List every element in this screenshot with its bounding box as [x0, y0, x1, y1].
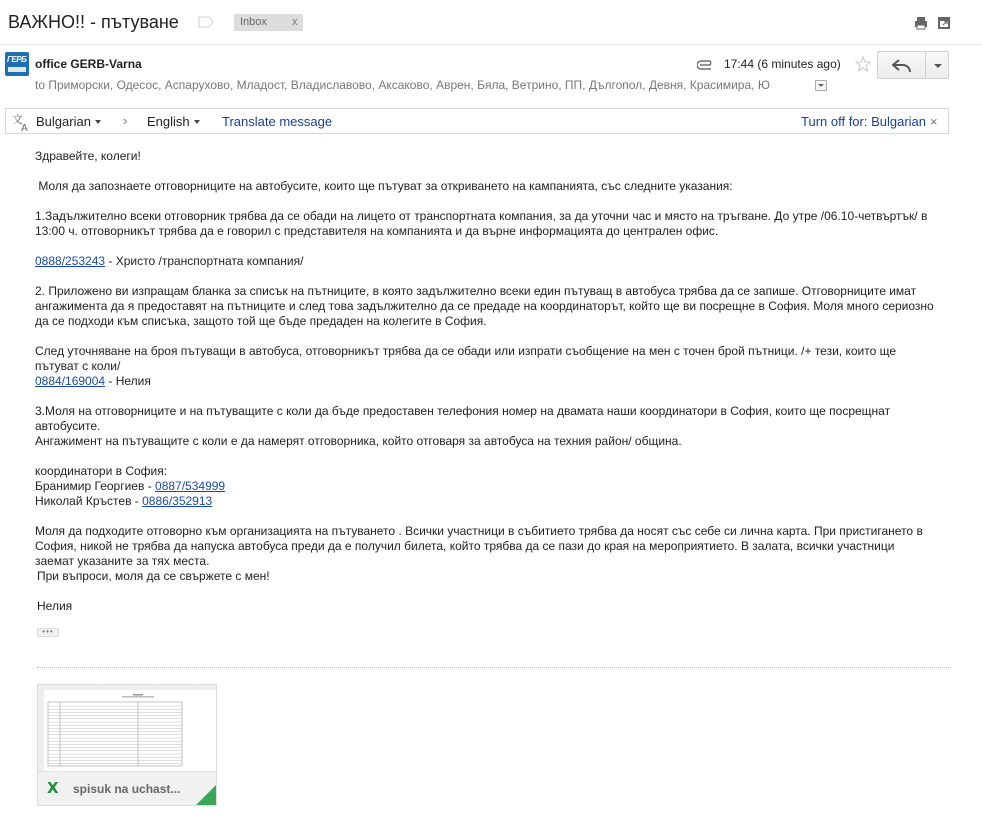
important-marker-icon[interactable]: [198, 16, 214, 28]
coordinator-2: [35, 494, 935, 509]
coordinators-title: координатори в София:: [35, 464, 168, 478]
paragraph-4b: Ангажимент на пътуващите с коли е да намерят отговорника, който отговаря за автобуса на техния район/ община.: [35, 434, 682, 448]
svg-text:文: 文: [12, 113, 23, 126]
svg-text:A: A: [21, 123, 28, 132]
paragraph-3: След уточняване на броя пътуващи в автобуса, отговорникът трябва да се обади или изпрати съобщение на мен с точен брой пътници. /+ тези, които ще пътуват с коли/: [35, 344, 897, 373]
recipient-list: to Приморски, Одесос, Аспарухово, Младост, Владиславово, Аксаково, Аврен, Бяла, Ветрино, ПП, Дългопол, Девня, Красимира, Ю: [35, 78, 770, 92]
coordinator-1-phone-link[interactable]: 0887/534999: [155, 479, 226, 493]
spreadsheet-thumbnail: [38, 685, 216, 771]
phone-link-1[interactable]: 0888/253243: [35, 254, 106, 268]
attachment-filename[interactable]: spisuk na uchast...: [73, 782, 181, 796]
paragraph-6: При въпроси, моля да се свържете с мен!: [37, 569, 270, 583]
sender-avatar[interactable]: [5, 52, 29, 76]
reply-button[interactable]: [877, 51, 925, 79]
reply-icon: [892, 59, 912, 73]
greeting: Здравейте, колеги!: [35, 149, 141, 163]
print-icon[interactable]: [914, 16, 928, 30]
show-details-dropdown-icon[interactable]: [815, 80, 827, 91]
email-timestamp: 17:44 (6 minutes ago): [724, 57, 841, 71]
translate-bar: [5, 108, 949, 134]
target-language-select[interactable]: [147, 114, 200, 129]
excel-file-icon: X: [47, 779, 59, 797]
email-subject: ВАЖНО!! - пътуване: [8, 12, 179, 32]
attachment-divider: [37, 667, 951, 668]
avatar-logo-bar: [8, 67, 26, 72]
subject-row: [8, 10, 968, 36]
attachment-clip-icon: [697, 60, 715, 70]
paragraph-5: Моля да подходите отговорно към организацията на пътуването . Всички участници в събитието трябва да носят със себе си лична карта. При пристигането в София, никой не трябва да напуска автобуса преди да е получил билета, който трябва да се пази до края на мероприятието. В залата, всички участници заемат указаните за тях места.: [35, 524, 923, 568]
target-language-caret-icon: [194, 120, 200, 124]
attachment-footer: [38, 771, 216, 805]
star-icon[interactable]: [855, 56, 871, 72]
coordinator-1-name: Бранимир Георгиев -: [35, 479, 156, 493]
phone-line-1: [35, 254, 935, 269]
signature: Нелия: [37, 599, 73, 613]
header-divider: [0, 44, 982, 45]
translate-icon: [11, 112, 31, 132]
source-language-select[interactable]: [36, 114, 101, 129]
source-language-caret-icon: [95, 120, 101, 124]
inbox-label[interactable]: [234, 14, 303, 31]
attachment-card[interactable]: [37, 684, 217, 806]
download-corner-icon[interactable]: [196, 785, 216, 805]
phone-2-contact: - Нелия: [105, 374, 151, 388]
coordinator-2-name: Николай Кръстев -: [35, 494, 143, 508]
message-body: [35, 149, 935, 614]
source-language-label: Bulgarian: [36, 114, 91, 129]
paragraph-4a: 3.Моля на отговорниците и на пътуващите с коли да бъде предоставен телефония номер на двамата наши координатори в София, които ще посрещнат автобусите.: [35, 404, 891, 433]
phone-link-2[interactable]: 0884/169004: [35, 374, 106, 388]
paragraph-intro: Моля да запознаете отговорниците на автобусите, които ще пътуват за откриването на кампанията, със следните указания:: [35, 179, 733, 193]
new-window-icon[interactable]: [937, 16, 951, 30]
turn-off-translation-link[interactable]: Turn off for: Bulgarian: [801, 114, 927, 129]
paragraph-2: 2. Приложено ви изпращам бланка за списък на пътниците, в която задължително всеки един пътуващ в автобуса трябва да се запише. Отговорниците имат ангажимента да я предоставят на пътниците и след това задължително да се предаде на координаторът, който ще ви посрещне в София. Моля много сериозно да се подходи към списъка, защото той ще бъде предаден на колегите в София.: [35, 284, 934, 328]
avatar-logo-text: ГЕРБ: [7, 55, 27, 64]
phone-1-contact: - Христо /транспортната компания/: [105, 254, 304, 268]
target-language-label: English: [147, 114, 190, 129]
chevron-right-icon: ›: [123, 113, 128, 128]
show-trimmed-content-button[interactable]: •••: [37, 628, 59, 637]
translate-message-link[interactable]: Translate message: [222, 114, 333, 129]
inbox-label-text: Inbox: [240, 16, 267, 28]
phone-line-2: [35, 374, 935, 389]
paragraph-1: 1.Задължително всеки отговорник трябва да се обади на лицето от транспортната компания, за да уточни час и място на тръгване. До утре /06.10-четвъртък/ в 13:00 ч. отговорникът трябва да е говорил с представителя на компанията и да върне информацията до централен офис.: [35, 209, 928, 238]
coordinator-2-phone-link[interactable]: 0886/352913: [142, 494, 213, 508]
coordinator-1: [35, 479, 935, 494]
sender-name[interactable]: office GERB-Varna: [35, 57, 142, 71]
remove-label-button[interactable]: x: [291, 16, 298, 28]
more-actions-button[interactable]: [925, 51, 949, 79]
close-translate-bar-icon[interactable]: ×: [930, 114, 938, 129]
